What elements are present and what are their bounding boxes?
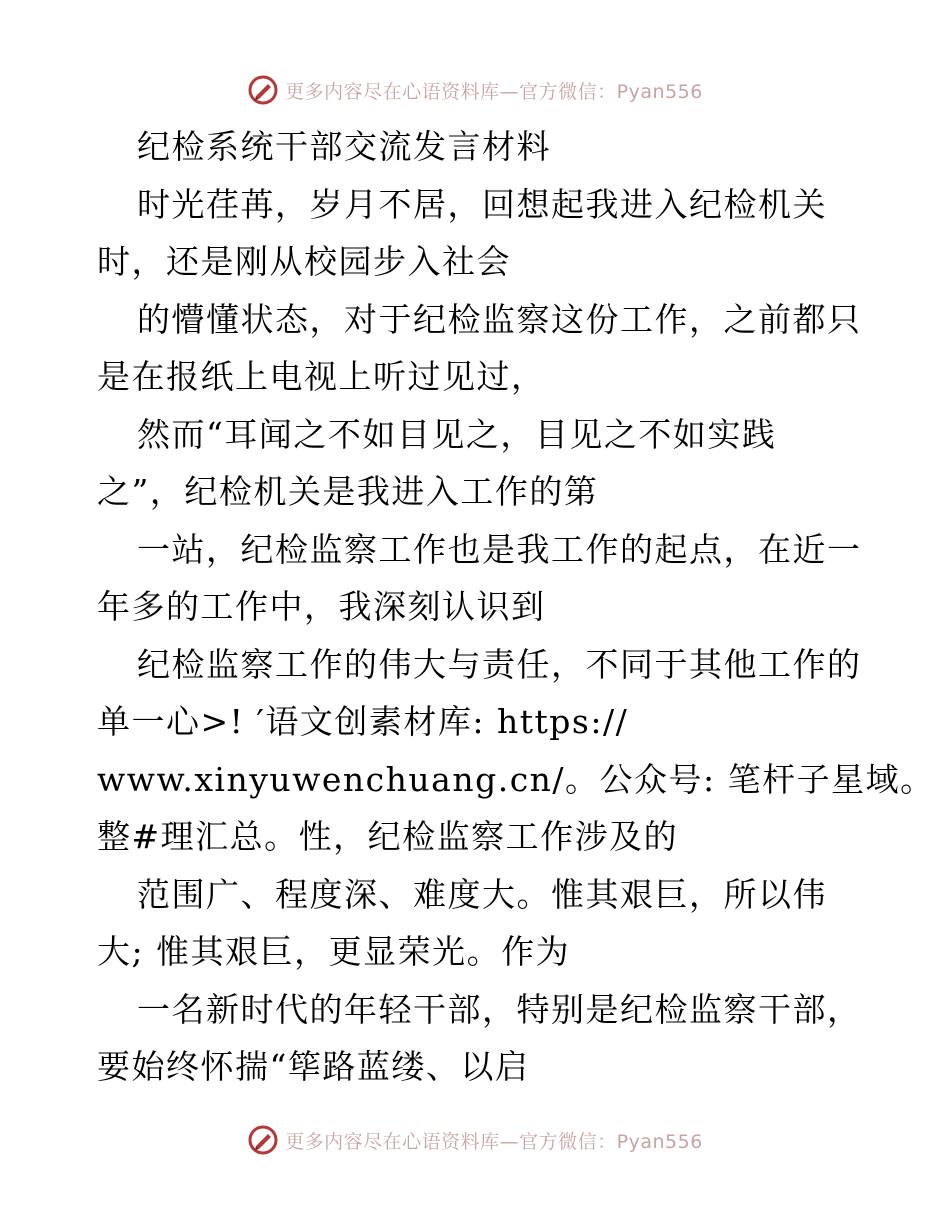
text-line: 范围广、程度深、难度大。惟其艰巨，所以伟 — [137, 874, 827, 914]
text-line: 大; 惟其艰巨，更显荣光。作为 — [97, 932, 571, 971]
text-line: 纪检系统干部交流发言材料 — [137, 127, 551, 166]
banner-text: 更多内容尽在心语资料库—官方微信：Pyan556 — [285, 80, 703, 103]
text-line: 时，还是刚从校园步入社会 — [97, 242, 511, 281]
text-line: 的懵懂状态，对于纪检监察这份工作，之前都只 — [137, 299, 862, 339]
text-line: 要始终怀揣“筚路蓝缕、以启 — [97, 1047, 530, 1086]
pen-circle-icon — [247, 74, 279, 106]
text-line: 时光荏苒，岁月不居，回想起我进入纪检机关 — [137, 184, 827, 224]
banner-text: 更多内容尽在心语资料库—官方微信：Pyan556 — [285, 1130, 703, 1153]
text-line: 然而“耳闻之不如目见之，目见之不如实践 — [137, 414, 777, 454]
text-line: www.xinyuwenchuang.cn/。公众号: 笔杆子星域。 — [97, 759, 935, 799]
header-banner — [0, 70, 950, 110]
text-line: 单一心>! ′语文创素材库: https:// — [97, 702, 629, 741]
text-line: 一名新时代的年轻干部，特别是纪检监察干部， — [137, 989, 862, 1029]
text-line: 一站，纪检监察工作也是我工作的起点，在近一 — [137, 529, 862, 569]
text-line: 之”，纪检机关是我进入工作的第 — [97, 472, 599, 511]
text-line: 是在报纸上电视上听过见过， — [97, 357, 546, 396]
text-line: 纪检监察工作的伟大与责任，不同于其他工作的 — [137, 644, 862, 684]
text-line: 整#理汇总。性，纪检监察工作涉及的 — [97, 817, 679, 856]
document-body — [97, 118, 935, 1096]
pen-circle-icon — [247, 1124, 279, 1156]
footer-banner — [0, 1120, 950, 1160]
text-line: 年多的工作中，我深刻认识到 — [97, 587, 546, 626]
